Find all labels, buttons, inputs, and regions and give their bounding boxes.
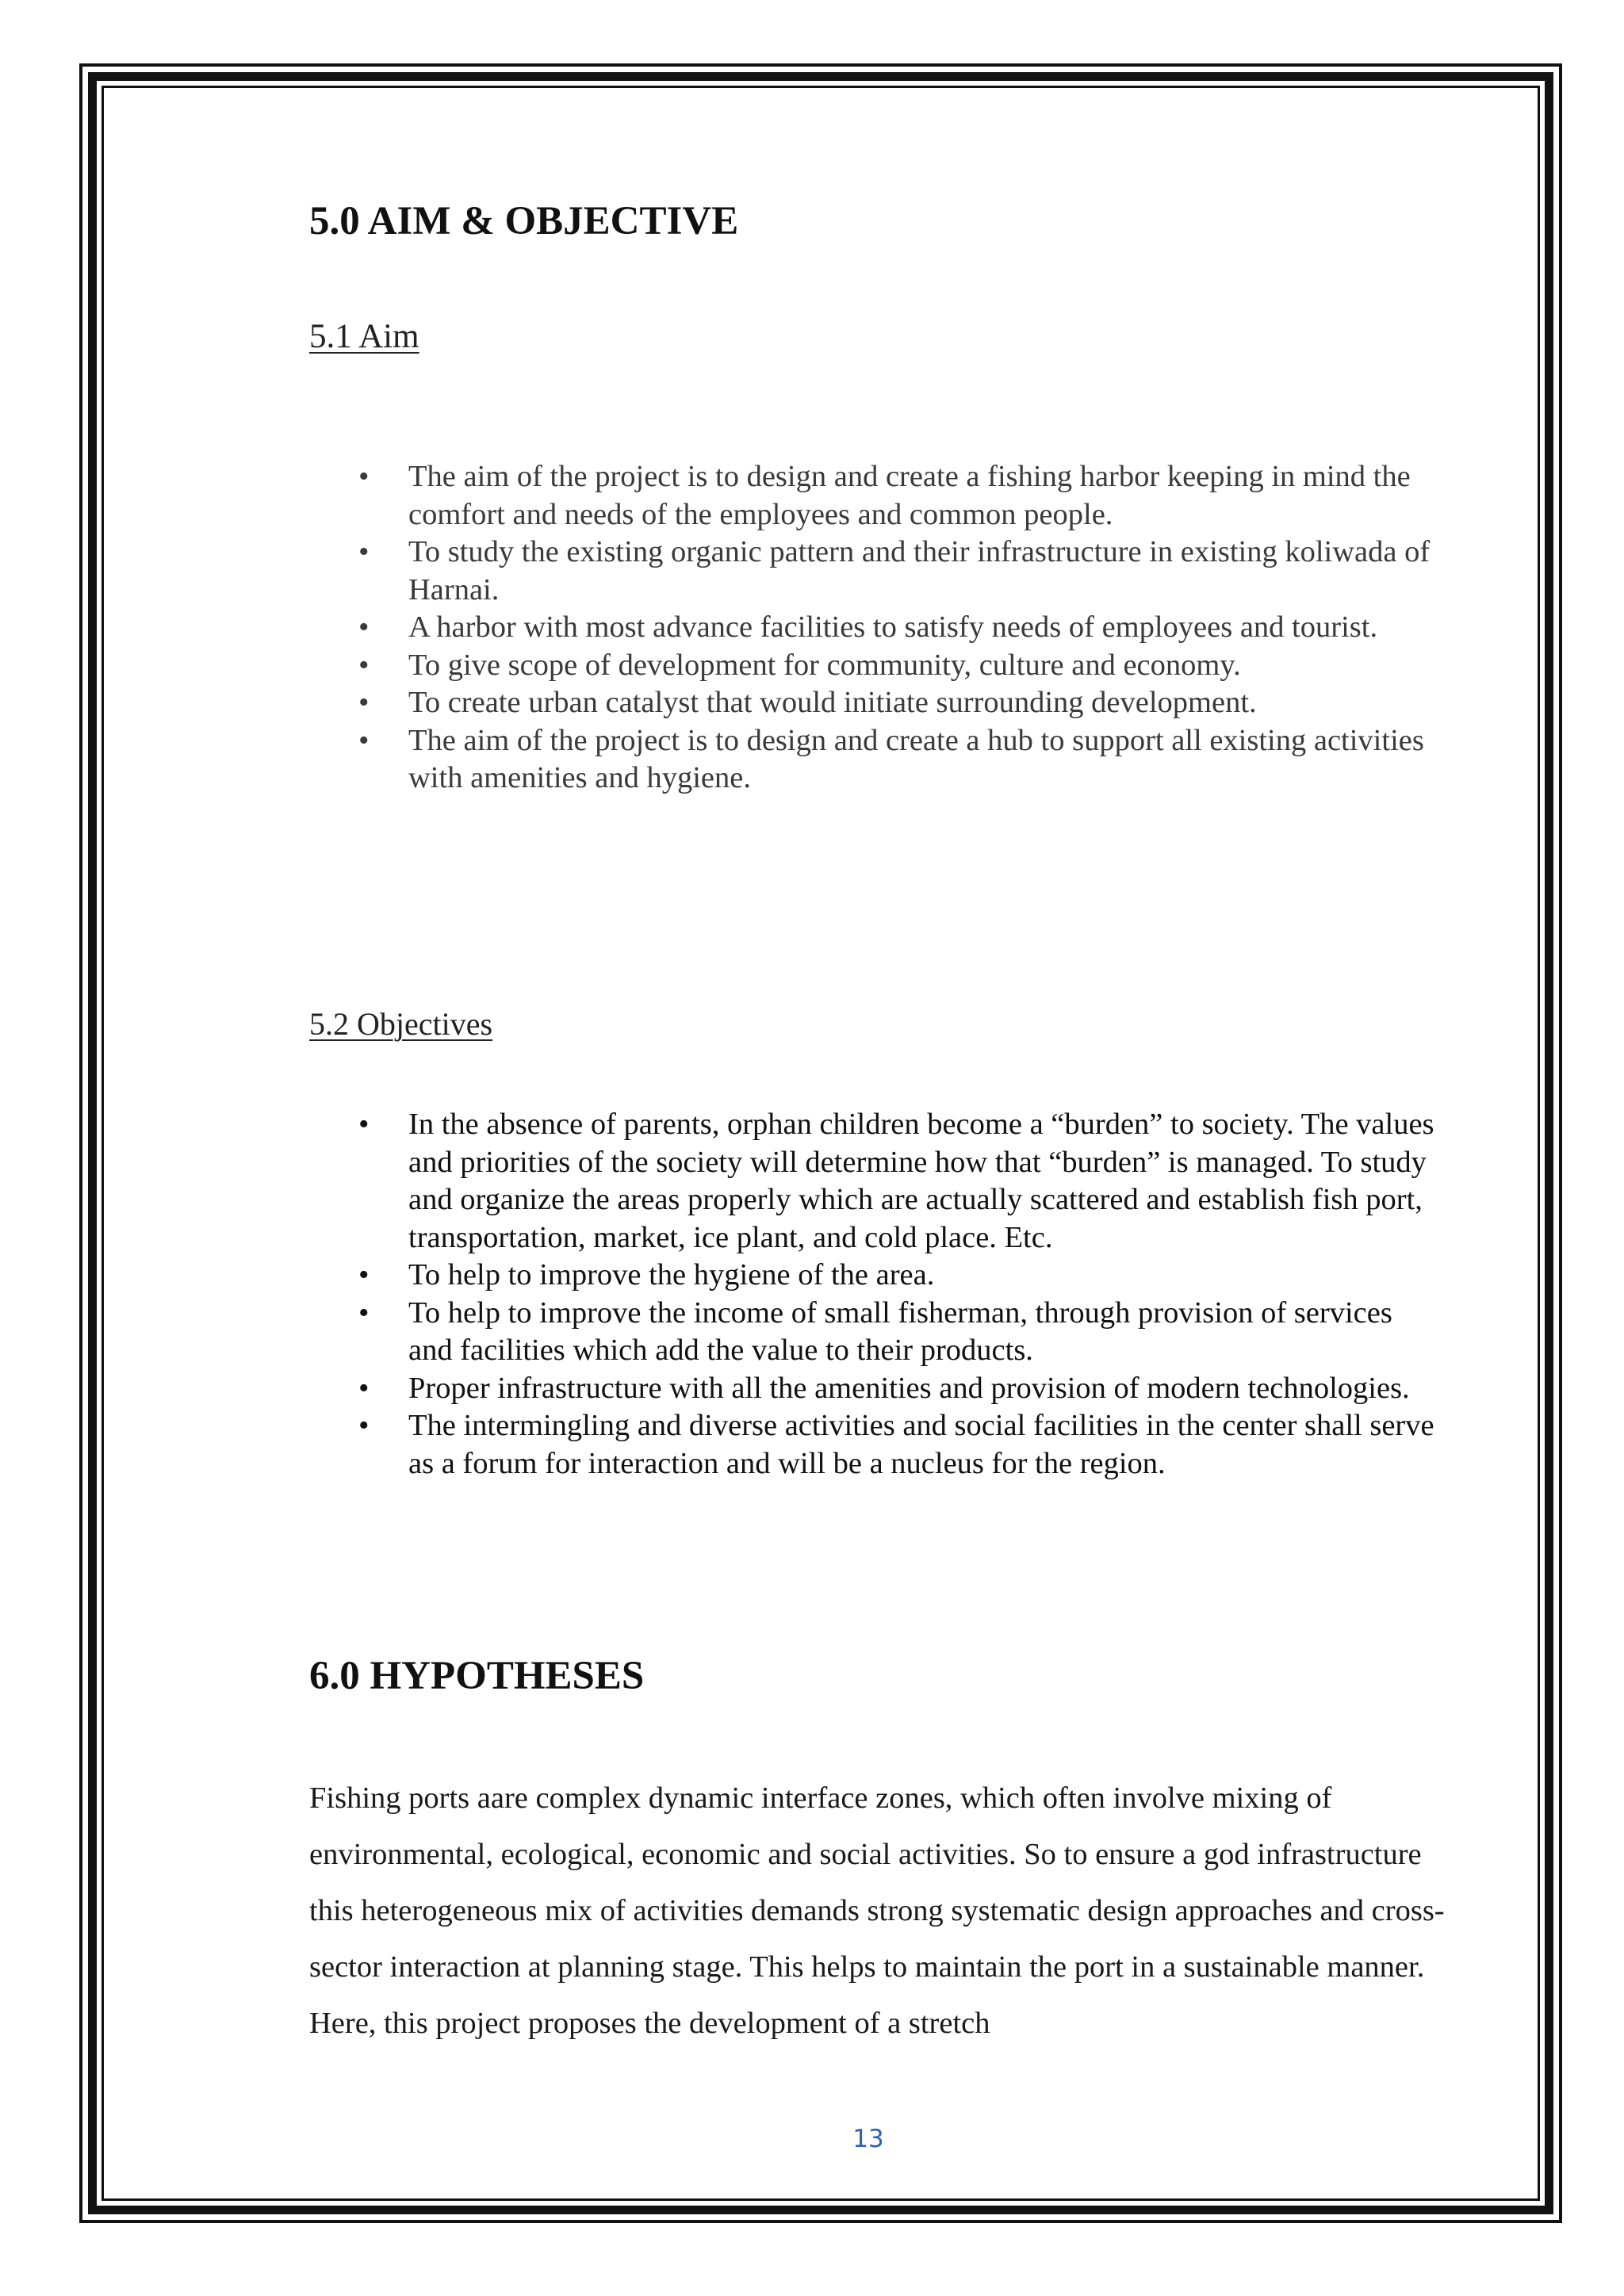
- objectives-list: [309, 1106, 1435, 1483]
- aim-item: • The aim of the project is to design and create a fishing harbor keeping in mind the comfort and needs of the employees and common people.: [309, 458, 1435, 534]
- objective-item: • To help to improve the hygiene of the area.: [309, 1257, 1435, 1295]
- hypotheses-paragraph: Fishing ports aare complex dynamic interface zones, which often involve mixing of environmental, ecological, economic and social activities. So to ensure a god infrastructure this heterogeneous mix of activities demands strong systematic design approaches and cross-sector interaction at planning stage. This helps to maintain the port in a sustainable manner. Here, this project proposes the development of a stretch: [309, 1781, 1445, 2040]
- aim-item: • The aim of the project is to design and create a hub to support all existing activities with amenities and hygiene.: [309, 722, 1435, 798]
- section-heading-aim-objective: 5.0 AIM & OBJECTIVE: [309, 199, 739, 243]
- aim-item: • To give scope of development for community, culture and economy.: [309, 647, 1435, 685]
- section-heading-hypotheses: 6.0 HYPOTHESES: [309, 1654, 645, 1698]
- aim-item: • To study the existing organic pattern and their infrastructure in existing koliwada of Harnai.: [309, 534, 1435, 609]
- aim-item: • A harbor with most advance facilities to satisfy needs of employees and tourist.: [309, 609, 1435, 647]
- objective-item: • Proper infrastructure with all the amenities and provision of modern technologies.: [309, 1370, 1435, 1408]
- page-number: 13: [852, 2125, 884, 2153]
- aim-list: [309, 458, 1435, 798]
- subsection-heading-objectives: 5.2 Objectives: [309, 1006, 493, 1042]
- objective-item: • In the absence of parents, orphan children become a “burden” to society. The values and priorities of the society will determine how that “burden” is managed. To study and organize the areas properly which are actually scattered and establish fish port, transportation, market, ice plant, and cold place. Etc.: [309, 1106, 1435, 1257]
- objective-item: • To help to improve the income of small fisherman, through provision of services and facilities which add the value to their products.: [309, 1295, 1435, 1370]
- subsection-heading-aim: 5.1 Aim: [309, 318, 419, 355]
- aim-item: • To create urban catalyst that would initiate surrounding development.: [309, 684, 1435, 722]
- objective-item: • The intermingling and diverse activities and social facilities in the center shall serve as a forum for interaction and will be a nucleus for the region.: [309, 1407, 1435, 1483]
